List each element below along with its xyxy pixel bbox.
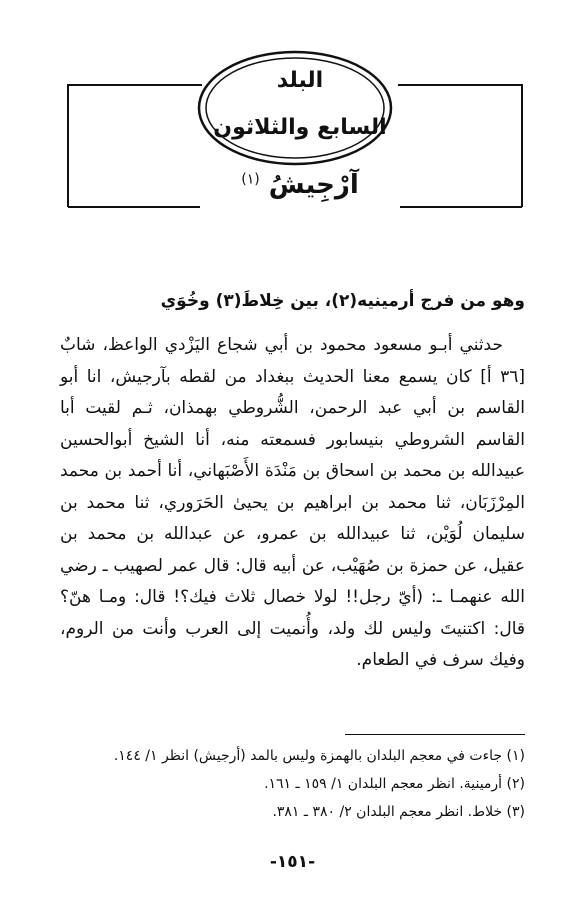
footnote-1: (١) جاءت في معجم البلدان بالهمزة وليس بالمد (أرجيش) انظر ١/ ١٤٤. [113,748,525,764]
main-paragraph: حدثني أبـو مسعود محمود بن أبي شجاع اليَزْدي الواعظ، شابٌ [٣٦ أ] كان يسمع معنا الحديث ببغداد من لقطه بآرجيش، انا أبو القاسم بن أبي عبد الرحمن، الشُّروطي بهمذان، ثـم لقيت أبا القاسم الشروطي بنيسابور فسمعته منه، أنا الشيخ أبوالحسين عبيدالله بن محمد بن اسحاق بن مَنْدَة الأَصْبَهاني، أنا أحمد بن محمد المِرْزَبَان، ثنا محمد بن ابراهيم بن يحيىٰ الحَرَوري، ثنا محمد بن سليمان لُوَيْن، ثنا عبيدالله بن عمرو، عن عبدالله بن محمد بن عقيل، عن حمزة بن صُهَيْب، عن أبيه قال: قال عمر لصهيب ـ رضي الله عنهمـا ـ: (أيّ رجل!! لولا خصال ثلاث فيك؟! قال: ومـا هنّ؟ قال: اكتنيتَ وليس لك ولد، وأُنميت إلى العرب وأنت من الروم، وفيك سرف في الطعام. [60,335,525,670]
footnote-3: (٣) خلاط. انظر معجم البلدان ٢/ ٣٨٠ ـ ٣٨١. [272,804,525,820]
section-label: البلد [276,68,324,93]
section-number: السابع والثلاثون [213,115,387,140]
footnote-2: (٢) أرمينية. انظر معجم البلدان ١/ ١٥٩ ـ ١٦١. [264,776,525,792]
chapter-title-text: آرْجِيشُ [268,170,359,200]
footnotes [60,742,525,826]
chapter-footnote-ref: (١) [241,171,260,188]
footnote-separator [345,734,525,735]
body-text [60,286,525,677]
page-number: -١٥١- [269,852,316,872]
lead-line: وهو من فرج أرمينيه(٢)، بين خِلاطَ(٣) وخُوَي [160,291,525,311]
chapter-title [180,170,420,200]
